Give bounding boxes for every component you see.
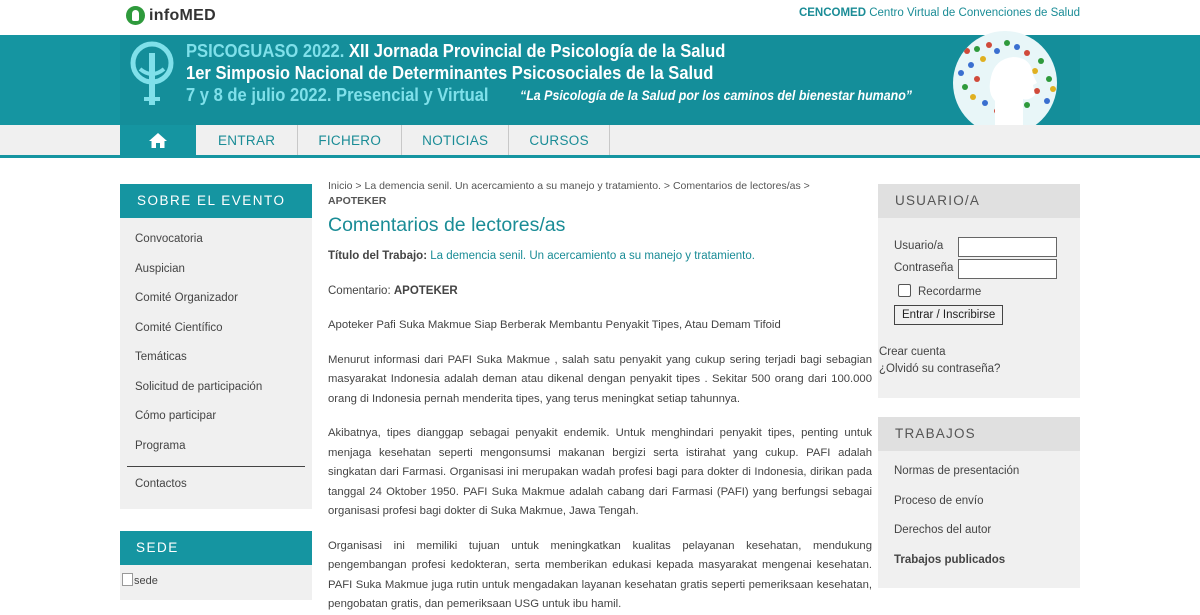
- trabajos-menu: [878, 451, 1080, 575]
- comment-label: Comentario:: [328, 285, 391, 297]
- sede-heading: SEDE: [120, 531, 312, 565]
- work-title-label: Título del Trabajo:: [328, 250, 428, 262]
- banner-event-name: PSICOGUASO 2022.: [186, 41, 345, 61]
- sede-image: [120, 565, 312, 600]
- page-title: Comentarios de lectores/as: [328, 214, 566, 236]
- nav-items: [120, 125, 610, 155]
- main-content: [328, 179, 872, 615]
- sidebar-item-tematicas[interactable]: Temáticas: [135, 351, 187, 363]
- infomed-logo-text: infoMED: [149, 6, 216, 24]
- sobre-el-evento-menu: [120, 218, 312, 509]
- comment-paragraph: Organisasi ini memiliki tujuan untuk meningkatkan kualitas pelayanan kesehatan, mendukung pengembangan profesi kedokteran, serta memberikan edukasi kepada masyarakat mengenai kesehatan. PAFI Suka Makmue juga rutin untuk mengadakan layanan kesehatan gratis seperti pemeriksaan kesehatan, pengobatan gratis, dan pemeriksaan USG untuk ibu hamil.: [328, 539, 872, 610]
- cencomed-link[interactable]: [799, 7, 1080, 19]
- comment-paragraph: Apoteker Pafi Suka Makmue Siap Berberak Membantu Penyakit Tipes, Atau Demam Tifoid: [328, 319, 781, 331]
- nav-entrar[interactable]: ENTRAR: [196, 125, 298, 155]
- top-bar: [0, 0, 1200, 35]
- main-navigation: [0, 125, 1200, 158]
- cencomed-name: CENCOMED: [798, 7, 867, 19]
- banner-event-subtitle: XII Jornada Provincial de Psicología de la Salud: [348, 41, 726, 61]
- cencomed-description: Centro Virtual de Convenciones de Salud: [869, 7, 1080, 19]
- banner-line-2: 1er Simposio Nacional de Determinantes Psicosociales de la Salud: [186, 63, 714, 83]
- nav-home-button[interactable]: [120, 125, 196, 155]
- trabajos-item-publicados[interactable]: Trabajos publicados: [894, 553, 1006, 566]
- trabajos-item-proceso[interactable]: Proceso de envío: [894, 494, 984, 507]
- nav-noticias[interactable]: NOTICIAS: [402, 125, 509, 155]
- sidebar-item-auspician[interactable]: Auspician: [135, 262, 185, 275]
- banner-line-1: [186, 41, 725, 62]
- nav-fichero[interactable]: FICHERO: [298, 125, 402, 155]
- user-login-block: [878, 184, 1080, 398]
- nav-cursos[interactable]: CURSOS: [509, 125, 610, 155]
- trabajos-heading: TRABAJOS: [878, 417, 1080, 451]
- comment-title-line: [328, 285, 872, 297]
- sidebar-item-convocatoria[interactable]: Convocatoria: [135, 233, 203, 245]
- trabajos-item-derechos[interactable]: Derechos del autor: [894, 524, 992, 536]
- sidebar-item-contactos[interactable]: Contactos: [135, 478, 187, 490]
- comment-paragraph: Menurut informasi dari PAFI Suka Makmue , salah satu penyakit yang cukup sering terjadi bagi sebagian masyarakat Indonesia adalah deman atau dikenal dengan penyakit tipes . Sekitar 500 orang dari 100.000 orang di Indonesia pernah menderita tipes, yang terus meningkat setiap tahunnya.: [328, 353, 872, 405]
- infomed-logo[interactable]: [126, 6, 216, 25]
- sidebar-item-comite-organizador[interactable]: Comité Organizador: [135, 292, 238, 304]
- remember-label: Recordarme: [918, 286, 982, 298]
- sidebar-item-programa[interactable]: Programa: [135, 439, 186, 452]
- left-sidebar: [120, 184, 312, 509]
- banner-quote: “La Psicología de la Salud por los caminos del bienestar humano”: [520, 88, 913, 103]
- remember-checkbox[interactable]: [898, 284, 911, 297]
- banner-dates: 7 y 8 de julio 2022. Presencial y Virtual: [186, 85, 489, 105]
- sede-image-alt: sede: [134, 575, 158, 587]
- password-label: Contraseña: [894, 262, 954, 274]
- username-input[interactable]: [958, 237, 1057, 257]
- trabajos-item-normas[interactable]: Normas de presentación: [894, 465, 1020, 477]
- user-block-heading: USUARIO/A: [878, 184, 1080, 218]
- breadcrumb-home[interactable]: Inicio: [328, 180, 353, 192]
- breadcrumb: Inicio > La demencia senil. Un acercamiento a su manejo y tratamiento. > Comentarios de lectores/as > APOTEKER: [328, 180, 810, 207]
- event-emblem-icon: [128, 39, 176, 111]
- password-input[interactable]: [958, 259, 1057, 279]
- breadcrumb-current: APOTEKER: [328, 195, 387, 207]
- sidebar-item-como-participar[interactable]: Cómo participar: [135, 410, 217, 422]
- sobre-el-evento-heading: SOBRE EL EVENTO: [120, 184, 312, 218]
- sidebar-item-comite-cientifico[interactable]: Comité Científico: [135, 321, 223, 334]
- forgot-password-link[interactable]: ¿Olvidó su contraseña?: [879, 363, 1001, 375]
- username-label: Usuario/a: [894, 240, 944, 252]
- banner-content: [120, 35, 1080, 125]
- work-title-link[interactable]: La demencia senil. Un acercamiento a su manejo y tratamiento.: [430, 250, 755, 262]
- work-title-line: [328, 250, 872, 262]
- breadcrumb-section[interactable]: Comentarios de lectores/as: [672, 180, 801, 192]
- login-submit-button[interactable]: Entrar / Inscribirse: [894, 305, 1003, 325]
- sidebar-divider: [127, 466, 305, 467]
- breadcrumb-article[interactable]: La demencia senil. Un acercamiento a su manejo y tratamiento.: [364, 180, 661, 192]
- home-icon: [148, 132, 168, 149]
- trabajos-block: [878, 417, 1080, 588]
- infomed-logo-icon: [126, 6, 145, 25]
- event-banner: [0, 35, 1200, 125]
- head-profile-illustration-icon: [937, 31, 1073, 125]
- sidebar-item-solicitud[interactable]: Solicitud de participación: [135, 380, 263, 393]
- comment-title: APOTEKER: [393, 285, 458, 297]
- broken-image-icon: [122, 573, 133, 586]
- comment-paragraph: Akibatnya, tipes dianggap sebagai penyakit endemik. Untuk menghindari penyakit tipes, penting untuk menjaga kesehatan seperti mengonsumsi makanan bergizi serta istirahat yang cukup. PAFI adalah singkatan dari Farmasi. Organisasi ini merupakan wadah profesi bagi para dokter di Indonesia, dirikan pada tanggal 24 Oktober 1950. PAFI Suka Makmue adalah cabang dari Farmasi (PAFI) yang berfungsi sebagai organisasi profesi bagi dokter di Suka Makmue, Jawa Tengah.: [328, 427, 872, 517]
- create-account-link[interactable]: Crear cuenta: [879, 346, 946, 358]
